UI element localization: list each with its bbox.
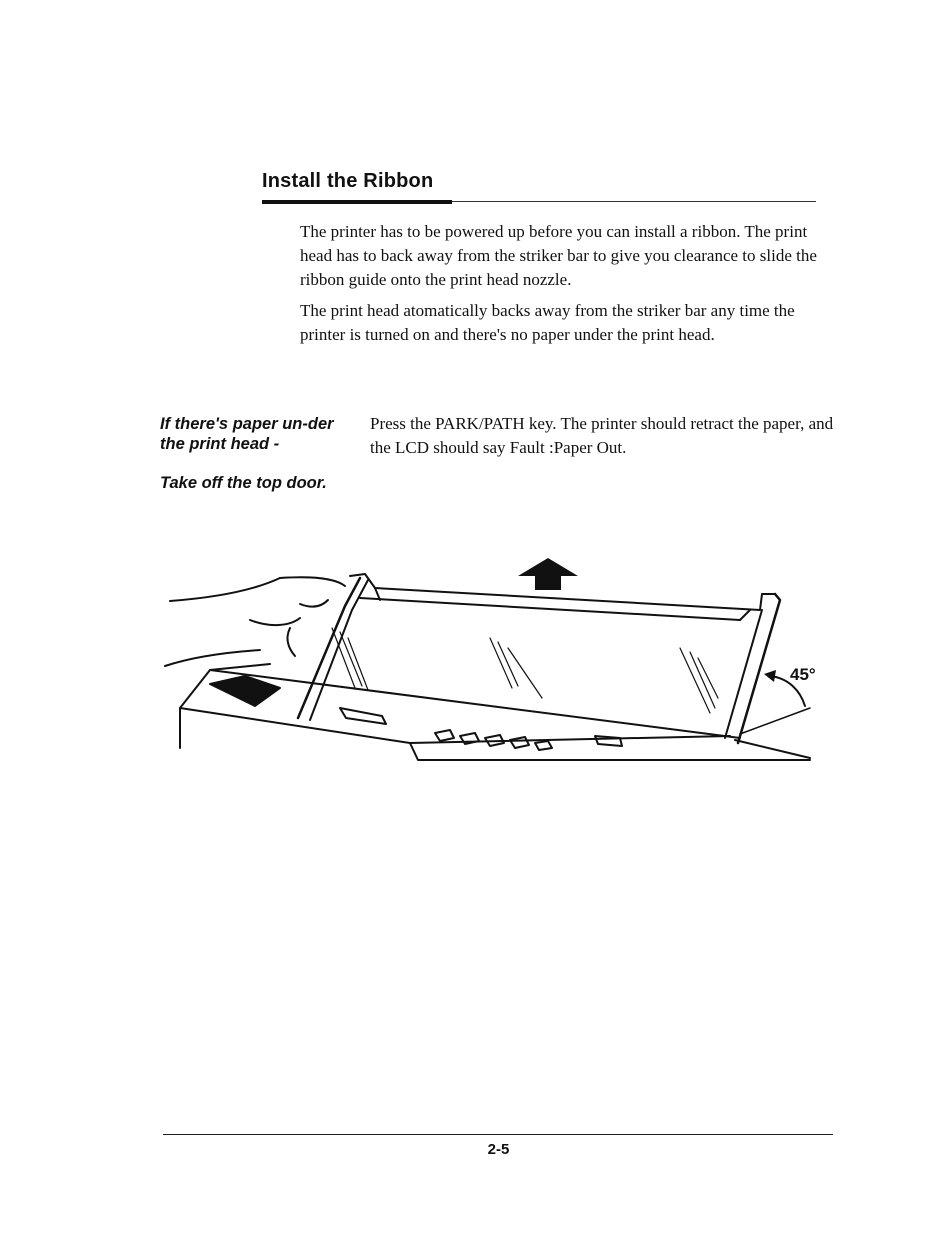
side-label-top-door: Take off the top door. [160, 474, 327, 492]
page-number: 2-5 [487, 1141, 510, 1158]
printer-door-illustration [150, 548, 830, 788]
intro-paragraph-1: The printer has to be powered up before you can install a ribbon. The print head has to back away from the striker bar to give you clearance to slide the ribbon guide onto the print head nozzle. [300, 222, 817, 289]
intro-paragraph-2: The print head atomatically backs away from the striker bar any time the printer is turned on and there's no paper under the print head. [300, 301, 795, 344]
side-label-paper: If there's paper un-der the print head - [160, 415, 334, 453]
up-arrow-icon [518, 558, 578, 590]
step-instruction: Press the PARK/PATH key. The printer should retract the paper, and the LCD should say Fault :Paper Out. [370, 414, 834, 457]
title-rule-thick [262, 200, 452, 204]
title-rule-thin [452, 201, 816, 202]
section-title: Install the Ribbon [262, 170, 434, 192]
footer-rule [163, 1134, 833, 1135]
angle-label: 45° [790, 665, 816, 684]
